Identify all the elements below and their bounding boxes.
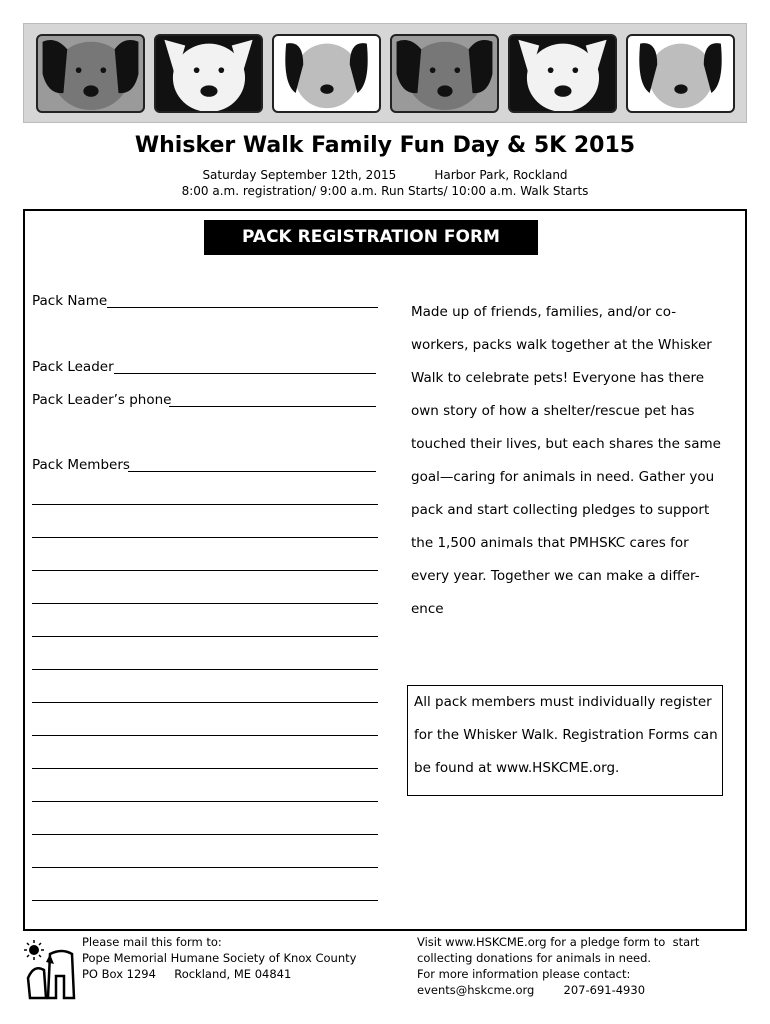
- description-line: own story of how a shelter/rescue pet has: [411, 403, 695, 419]
- description-line: Walk to celebrate pets! Everyone has there: [411, 370, 705, 386]
- pack-member-field[interactable]: [32, 867, 378, 868]
- pack-member-field[interactable]: [32, 702, 378, 703]
- event-date-location: [0, 168, 770, 182]
- info-line: events@hskcme.org 207-691-4930: [417, 983, 646, 997]
- dog-face-icon: [154, 34, 263, 113]
- pack-member-field[interactable]: [32, 834, 378, 835]
- registration-note-box: [407, 685, 723, 796]
- pack-leader-phone-label: Pack Leader’s phone: [32, 392, 172, 408]
- dog-face-icon: [36, 34, 145, 113]
- contact-info: [417, 934, 699, 998]
- note-line: for the Whisker Walk. Registration Forms can: [414, 727, 718, 743]
- pack-member-field[interactable]: [32, 636, 378, 637]
- dog-face-icon: [272, 34, 381, 113]
- dog-face-icon: [626, 34, 735, 113]
- description-line: pack and start collecting pledges to support: [411, 502, 710, 518]
- header-banner: [23, 23, 747, 123]
- mail-line: Please mail this form to:: [82, 935, 222, 949]
- pack-name-label: Pack Name: [32, 293, 108, 309]
- description-line: touched their lives, but each shares the same: [411, 436, 721, 452]
- form-heading: PACK REGISTRATION FORM: [204, 220, 538, 255]
- pack-member-field[interactable]: [32, 570, 378, 571]
- pack-member-field[interactable]: [128, 471, 376, 472]
- info-line: Visit www.HSKCME.org for a pledge form to start: [417, 935, 700, 949]
- dog-face-icon: [390, 34, 499, 113]
- pack-member-field[interactable]: [32, 603, 378, 604]
- pack-member-field[interactable]: [32, 669, 378, 670]
- pack-leader-phone-field[interactable]: [169, 406, 376, 407]
- pack-member-field[interactable]: [32, 735, 378, 736]
- pack-description: [411, 296, 721, 626]
- page-title: Whisker Walk Family Fun Day & 5K 2015: [134, 133, 636, 158]
- description-line: workers, packs walk together at the Whisker: [411, 337, 712, 353]
- pack-leader-label: Pack Leader: [32, 359, 114, 375]
- description-line: the 1,500 animals that PMHSKC cares for: [411, 535, 689, 551]
- pack-members-label: Pack Members: [32, 457, 130, 473]
- humane-society-logo-icon: [24, 940, 78, 1000]
- mail-line: Pope Memorial Humane Society of Knox County: [82, 951, 357, 965]
- pack-member-field[interactable]: [32, 801, 378, 802]
- description-line: every year. Together we can make a differ-: [411, 568, 700, 584]
- dog-face-icon: [508, 34, 617, 113]
- description-line: ence: [411, 601, 444, 617]
- info-line: For more information please contact:: [417, 967, 631, 981]
- description-line: goal—caring for animals in need. Gather you: [411, 469, 715, 485]
- description-line: Made up of friends, families, and/or co-: [411, 304, 677, 320]
- registration-note: [414, 686, 720, 785]
- pack-member-field[interactable]: [32, 900, 378, 901]
- event-date: Saturday September 12th, 2015: [202, 168, 397, 182]
- pack-leader-field[interactable]: [114, 373, 376, 374]
- pack-member-field[interactable]: [32, 537, 378, 538]
- pack-member-field[interactable]: [32, 504, 378, 505]
- mail-line: PO Box 1294 Rockland, ME 04841: [82, 967, 292, 981]
- event-schedule: 8:00 a.m. registration/ 9:00 a.m. Run Starts/ 10:00 a.m. Walk Starts: [181, 184, 589, 198]
- info-line: collecting donations for animals in need.: [417, 951, 652, 965]
- note-line: All pack members must individually register: [414, 694, 712, 710]
- mailing-address: [82, 934, 356, 982]
- pack-member-field[interactable]: [32, 768, 378, 769]
- event-location: Harbor Park, Rockland: [434, 168, 568, 182]
- pack-name-field[interactable]: [107, 307, 378, 308]
- note-line: be found at www.HSKCME.org.: [414, 760, 620, 776]
